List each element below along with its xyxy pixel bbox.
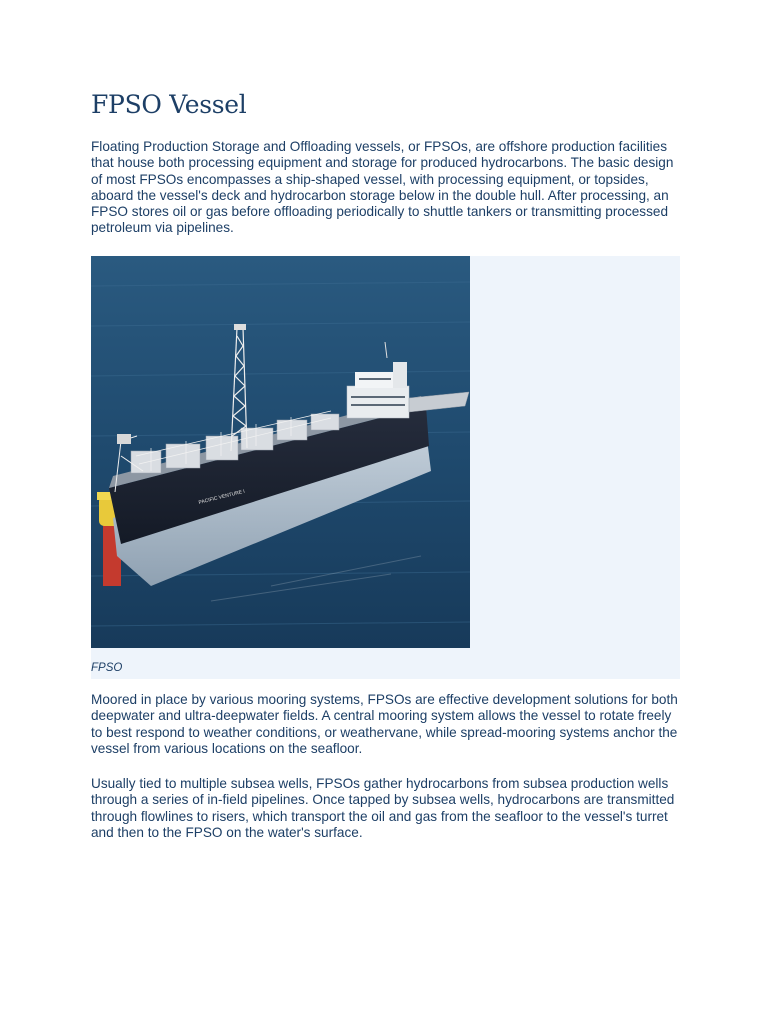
fpso-vessel-photo — [91, 256, 470, 648]
subsea-paragraph: Usually tied to multiple subsea wells, FPSOs gather hydrocarbons from subsea production wells through a series of in-field pipelines. Once tapped by subsea wells, hydrocarbons are transmitted through flowlines to risers, which transport the oil and gas from the seafloor to the vessel's turret and then to the FPSO on the water's surface. — [91, 776, 675, 840]
intro-paragraph: Floating Production Storage and Offloading vessels, or FPSOs, are offshore production facilities that house both processing equipment and storage for produced hydrocarbons. The basic design of most FPSOs encompasses a ship-shaped vessel, with processing equipment, or topsides, aboard the vessel's deck and hydrocarbon storage below in the double hull. After processing, an FPSO stores oil or gas before offloading periodically to shuttle tankers or transmitting processed petroleum via pipelines. — [91, 139, 674, 236]
figure — [91, 256, 680, 679]
mooring-paragraph: Moored in place by various mooring systems, FPSOs are effective development solutions for both deepwater and ultra-deepwater fields. A central mooring system allows the vessel to rotate freely to best respond to weather conditions, or weathervane, while spread-mooring systems anchor the vessel from various locations on the seafloor. — [91, 692, 678, 756]
figure-caption: FPSO — [91, 662, 123, 674]
hull-name-text: PACIFIC VENTURE I — [198, 488, 246, 506]
page-title: FPSO Vessel — [91, 90, 247, 119]
